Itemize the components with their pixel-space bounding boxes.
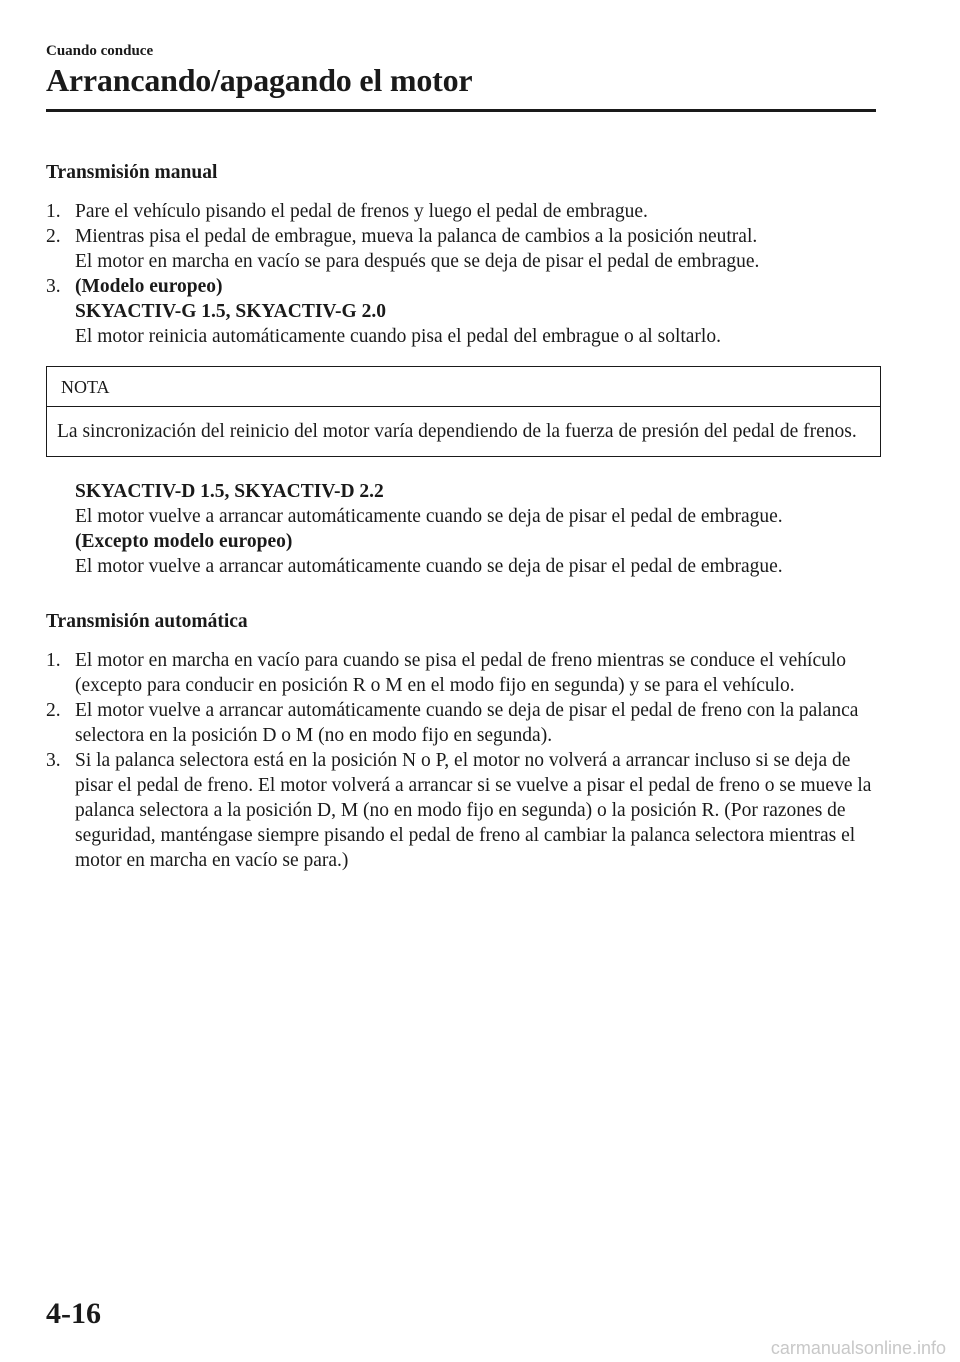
list-item	[46, 698, 881, 748]
note-label: NOTA	[47, 367, 880, 407]
step-number: 2.	[46, 226, 61, 247]
diesel-section	[46, 479, 881, 579]
note-box	[46, 366, 881, 457]
note-text: La sincronización del reinicio del motor varía dependiendo de la fuerza de presión del pedal de frenos.	[57, 421, 857, 442]
model-qualifier: (Modelo europeo)	[75, 276, 223, 297]
step-text: El motor en marcha en vacío se para después que se deja de pisar el pedal de embrague.	[75, 251, 760, 272]
list-item	[46, 199, 881, 224]
model-qualifier: (Excepto modelo europeo)	[75, 531, 293, 552]
list-item	[46, 224, 881, 274]
list-item	[46, 748, 881, 873]
step-text: El motor reinicia automáticamente cuando pisa el pedal del embrague o al soltarlo.	[75, 326, 721, 347]
paragraph-text: El motor vuelve a arrancar automáticamente cuando se deja de pisar el pedal de embrague.	[75, 556, 783, 577]
step-text: Mientras pisa el pedal de embrague, mueva la palanca de cambios a la posición neutral.	[75, 226, 758, 247]
header-rule	[46, 109, 876, 112]
manual-transmission-heading: Transmisión manual	[46, 162, 218, 183]
page-header	[46, 42, 876, 100]
step-number: 3.	[46, 750, 61, 771]
step-number: 1.	[46, 201, 61, 222]
list-item	[46, 274, 881, 349]
section-title: Arrancando/apagando el motor	[46, 62, 473, 98]
step-number: 1.	[46, 650, 61, 671]
paragraph-text: El motor vuelve a arrancar automáticamente cuando se deja de pisar el pedal de embrague.	[75, 506, 783, 527]
step-text: El motor vuelve a arrancar automáticamente cuando se deja de pisar el pedal de freno con la palanca selectora en la posición D o M (no en modo fijo en segunda).	[75, 700, 859, 746]
watermark: carmanualsonline.info	[770, 1338, 946, 1358]
step-number: 3.	[46, 276, 61, 297]
list-item	[46, 648, 881, 698]
step-text: Pare el vehículo pisando el pedal de frenos y luego el pedal de embrague.	[75, 201, 648, 222]
manual-steps-list	[46, 199, 881, 349]
engine-variant: SKYACTIV-G 1.5, SKYACTIV-G 2.0	[75, 301, 386, 322]
page-content	[46, 160, 881, 873]
automatic-transmission-heading: Transmisión automática	[46, 611, 248, 632]
page-number: 4-16	[46, 1297, 101, 1330]
step-text: Si la palanca selectora está en la posición N o P, el motor no volverá a arrancar incluso si se deja de pisar el pedal de freno. El motor volverá a arrancar si se vuelve a pisar el pedal de freno o se mueve la palanca selectora a la posición D, M (no en modo fijo en segunda) o la posición R. (Por razones de seguridad, manténgase siempre pisando el pedal de freno al cambiar la palanca selectora mientras el motor en marcha en vacío se para.)	[75, 750, 872, 871]
step-text: El motor en marcha en vacío para cuando se pisa el pedal de freno mientras se conduce el vehículo (excepto para conducir en posición R o M en el modo fijo en segunda) y se para el vehículo.	[75, 650, 847, 696]
step-number: 2.	[46, 700, 61, 721]
chapter-label: Cuando conduce	[46, 43, 154, 59]
automatic-steps-list	[46, 648, 881, 873]
engine-variant: SKYACTIV-D 1.5, SKYACTIV-D 2.2	[75, 481, 384, 502]
